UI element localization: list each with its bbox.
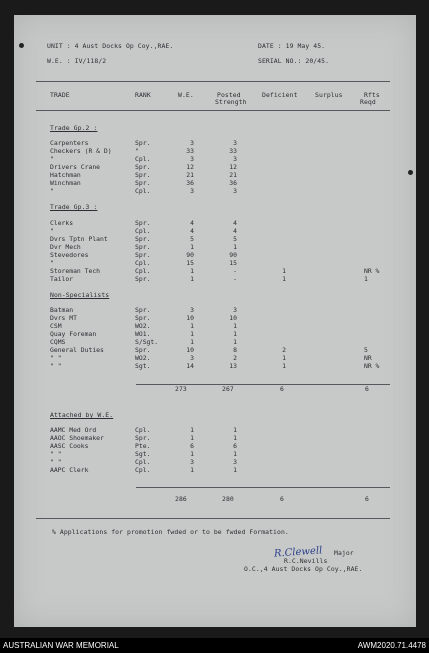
table-row bbox=[14, 267, 416, 275]
total-rfts: 6 bbox=[365, 495, 369, 503]
archive-footer bbox=[0, 638, 429, 653]
posted-cell: 1 bbox=[233, 466, 237, 474]
trade-cell: General Duties bbox=[50, 346, 104, 354]
posted-cell: 10 bbox=[229, 314, 237, 322]
subtotal-posted: 267 bbox=[222, 385, 234, 393]
header-rule-bottom bbox=[36, 110, 390, 111]
we-cell: 1 bbox=[190, 322, 194, 330]
table-row bbox=[14, 243, 416, 251]
trade-cell: " " bbox=[50, 354, 62, 362]
trade-cell: " " bbox=[50, 362, 62, 370]
posted-cell: 1 bbox=[233, 243, 237, 251]
we-cell: 6 bbox=[190, 442, 194, 450]
trade-cell: CQMS bbox=[50, 338, 66, 346]
rfts-cell: 5 bbox=[364, 346, 368, 354]
unit-line: UNIT : 4 Aust Docks Op Coy.,RAE. bbox=[47, 42, 174, 50]
we-cell: 1 bbox=[190, 426, 194, 434]
trade-cell: Checkers (R & D) bbox=[50, 147, 112, 155]
we-cell: 3 bbox=[190, 187, 194, 195]
posted-cell: 5 bbox=[233, 235, 237, 243]
table-row bbox=[14, 330, 416, 338]
deficient-cell: 1 bbox=[282, 275, 286, 283]
table-row bbox=[14, 458, 416, 466]
rank-cell: Spr. bbox=[135, 275, 151, 283]
posted-cell: 1 bbox=[233, 434, 237, 442]
trade-cell: CSM bbox=[50, 322, 62, 330]
we-cell: 3 bbox=[190, 458, 194, 466]
rfts-cell: NR % bbox=[364, 267, 380, 275]
trade-cell: " bbox=[50, 187, 54, 195]
table-row bbox=[14, 187, 416, 195]
trade-cell: Dvrs MT bbox=[50, 314, 77, 322]
col-deficient: Deficient bbox=[262, 91, 298, 99]
posted-cell: 4 bbox=[233, 227, 237, 235]
section-attached: Attached by W.E. bbox=[50, 411, 114, 419]
rank-cell: Spr. bbox=[135, 251, 151, 259]
posted-cell: 6 bbox=[233, 442, 237, 450]
table-row bbox=[14, 434, 416, 442]
rank-cell: Spr. bbox=[135, 243, 151, 251]
we-cell: 3 bbox=[190, 139, 194, 147]
trade-cell: " bbox=[50, 155, 54, 163]
posted-cell: 3 bbox=[233, 458, 237, 466]
posted-cell: 1 bbox=[233, 322, 237, 330]
trade-cell: AAPC Clerk bbox=[50, 466, 89, 474]
trade-cell: Stevedores bbox=[50, 251, 89, 259]
posted-cell: 8 bbox=[233, 346, 237, 354]
deficient-cell: 2 bbox=[282, 346, 286, 354]
posted-cell: 12 bbox=[229, 163, 237, 171]
table-row bbox=[14, 450, 416, 458]
we-cell: 12 bbox=[186, 163, 194, 171]
subtotal-we: 273 bbox=[175, 385, 187, 393]
rank-cell: Cpl. bbox=[135, 426, 151, 434]
rank-cell: Cpl. bbox=[135, 267, 151, 275]
table-row bbox=[14, 171, 416, 179]
rank-cell: Spr. bbox=[135, 306, 151, 314]
posted-cell: 33 bbox=[229, 147, 237, 155]
trade-cell: " " bbox=[50, 458, 62, 466]
table-row bbox=[14, 466, 416, 474]
deficient-cell: 1 bbox=[282, 267, 286, 275]
posted-cell: 3 bbox=[233, 139, 237, 147]
trade-cell: Quay Foreman bbox=[50, 330, 97, 338]
punch-hole-top bbox=[19, 43, 24, 48]
promotion-note: % Applications for promotion fwded or to be fwded Formation. bbox=[52, 528, 289, 536]
rank-cell: Cpl. bbox=[135, 187, 151, 195]
table-row bbox=[14, 163, 416, 171]
posted-cell: 3 bbox=[233, 155, 237, 163]
posted-cell: 2 bbox=[233, 354, 237, 362]
rank-cell: Spr. bbox=[135, 139, 151, 147]
trade-cell: Hatchman bbox=[50, 171, 81, 179]
col-reqd: Reqd bbox=[360, 98, 376, 106]
we-cell: 33 bbox=[186, 147, 194, 155]
posted-cell: 3 bbox=[233, 306, 237, 314]
col-rank: RANK bbox=[135, 91, 151, 99]
handwritten-signature: R.Clewell bbox=[273, 545, 323, 560]
trade-cell: Storeman Tech bbox=[50, 267, 101, 275]
trade-cell: " bbox=[50, 259, 54, 267]
rfts-cell: 1 bbox=[364, 275, 368, 283]
signatory-title: O.C.,4 Aust Docks Op Coy.,RAE. bbox=[244, 565, 363, 573]
table-row bbox=[14, 362, 416, 370]
rank-cell: Spr. bbox=[135, 346, 151, 354]
table-row bbox=[14, 306, 416, 314]
rank-cell: WO2. bbox=[135, 322, 151, 330]
trade-cell: AAOC Shoemaker bbox=[50, 434, 104, 442]
table-row bbox=[14, 251, 416, 259]
rank-cell: WO1. bbox=[135, 330, 151, 338]
we-cell: 3 bbox=[190, 354, 194, 362]
posted-cell: 1 bbox=[233, 338, 237, 346]
trade-cell: Dvr Mech bbox=[50, 243, 81, 251]
table-row bbox=[14, 354, 416, 362]
posted-cell: 13 bbox=[229, 362, 237, 370]
table-row bbox=[14, 139, 416, 147]
posted-cell: 1 bbox=[233, 450, 237, 458]
serial-line: SERIAL NO.: 20/45. bbox=[258, 57, 330, 65]
total-rule-bottom bbox=[36, 518, 390, 519]
posted-cell: 21 bbox=[229, 171, 237, 179]
we-line: W.E. : IV/118/2 bbox=[47, 57, 107, 65]
deficient-cell: 1 bbox=[282, 362, 286, 370]
we-cell: 10 bbox=[186, 346, 194, 354]
document-sheet bbox=[14, 15, 416, 627]
table-row bbox=[14, 147, 416, 155]
posted-cell: 3 bbox=[233, 187, 237, 195]
we-cell: 1 bbox=[190, 434, 194, 442]
rfts-cell: NR % bbox=[364, 362, 380, 370]
table-row bbox=[14, 219, 416, 227]
we-cell: 1 bbox=[190, 267, 194, 275]
rank-cell: Cpl. bbox=[135, 227, 151, 235]
trade-cell: " bbox=[50, 227, 54, 235]
trade-cell: AASC Cooks bbox=[50, 442, 89, 450]
col-we: W.E. bbox=[178, 91, 194, 99]
we-cell: 1 bbox=[190, 338, 194, 346]
we-cell: 4 bbox=[190, 219, 194, 227]
col-surplus: Surplus bbox=[315, 91, 343, 99]
posted-cell: 1 bbox=[233, 426, 237, 434]
rfts-cell: NR bbox=[364, 354, 372, 362]
trade-cell: Drivers Crane bbox=[50, 163, 101, 171]
trade-cell: Clerks bbox=[50, 219, 74, 227]
trade-cell: AAMC Med Ord bbox=[50, 426, 97, 434]
we-cell: 14 bbox=[186, 362, 194, 370]
rank-cell: Spr. bbox=[135, 235, 151, 243]
table-row bbox=[14, 322, 416, 330]
table-row bbox=[14, 179, 416, 187]
posted-cell: 36 bbox=[229, 179, 237, 187]
rank-cell: Cpl. bbox=[135, 259, 151, 267]
footer-institution: AUSTRALIAN WAR MEMORIAL bbox=[3, 641, 119, 650]
rank-cell: Spr. bbox=[135, 163, 151, 171]
posted-cell: 4 bbox=[233, 219, 237, 227]
table-row bbox=[14, 314, 416, 322]
we-cell: 1 bbox=[190, 243, 194, 251]
posted-cell: - bbox=[233, 267, 237, 275]
table-row bbox=[14, 259, 416, 267]
table-row bbox=[14, 346, 416, 354]
rank-cell: Spr. bbox=[135, 171, 151, 179]
rank-cell: " bbox=[135, 147, 139, 155]
table-row bbox=[14, 338, 416, 346]
footer-accession: AWM2020.71.4478 bbox=[357, 641, 426, 650]
we-cell: 1 bbox=[190, 466, 194, 474]
rank-cell: Spr. bbox=[135, 314, 151, 322]
rank-cell: Cpl. bbox=[135, 458, 151, 466]
table-row bbox=[14, 442, 416, 450]
table-row bbox=[14, 227, 416, 235]
total-we: 286 bbox=[175, 495, 187, 503]
col-rfts: Rfts bbox=[364, 91, 380, 99]
posted-cell: 15 bbox=[229, 259, 237, 267]
deficient-cell: 1 bbox=[282, 354, 286, 362]
posted-cell: 1 bbox=[233, 330, 237, 338]
trade-cell: Batman bbox=[50, 306, 74, 314]
signatory-rank: Major bbox=[334, 549, 354, 557]
rank-cell: Cpl. bbox=[135, 466, 151, 474]
we-cell: 36 bbox=[186, 179, 194, 187]
rank-cell: Sgt. bbox=[135, 450, 151, 458]
we-cell: 1 bbox=[190, 450, 194, 458]
trade-cell: " " bbox=[50, 450, 62, 458]
posted-cell: - bbox=[233, 275, 237, 283]
rank-cell: S/Sgt. bbox=[135, 338, 159, 346]
subtotal-deficient: 6 bbox=[280, 385, 284, 393]
table-row bbox=[14, 426, 416, 434]
rank-cell: Sgt. bbox=[135, 362, 151, 370]
we-cell: 3 bbox=[190, 306, 194, 314]
we-cell: 3 bbox=[190, 155, 194, 163]
total-deficient: 6 bbox=[280, 495, 284, 503]
trade-cell: Carpenters bbox=[50, 139, 89, 147]
we-cell: 5 bbox=[190, 235, 194, 243]
rank-cell: Spr. bbox=[135, 179, 151, 187]
we-cell: 15 bbox=[186, 259, 194, 267]
table-row bbox=[14, 235, 416, 243]
signatory-name: R.C.Nevills bbox=[284, 557, 328, 565]
rank-cell: Spr. bbox=[135, 434, 151, 442]
trade-cell: Dvrs Tptn Plant bbox=[50, 235, 108, 243]
rank-cell: Cpl. bbox=[135, 155, 151, 163]
header-rule-top bbox=[36, 81, 390, 82]
total-rule-top bbox=[136, 487, 390, 488]
we-cell: 90 bbox=[186, 251, 194, 259]
trade-cell: Tailor bbox=[50, 275, 74, 283]
posted-cell: 90 bbox=[229, 251, 237, 259]
col-strength: Strength bbox=[215, 98, 247, 106]
section-trade-gp3: Trade Gp.3 : bbox=[50, 203, 98, 211]
we-cell: 1 bbox=[190, 275, 194, 283]
date-line: DATE : 19 May 45. bbox=[258, 42, 326, 50]
we-cell: 21 bbox=[186, 171, 194, 179]
subtotal-rfts: 6 bbox=[365, 385, 369, 393]
col-trade: TRADE bbox=[50, 91, 70, 99]
table-row bbox=[14, 155, 416, 163]
section-trade-gp2: Trade Gp.2 : bbox=[50, 124, 98, 132]
we-cell: 1 bbox=[190, 330, 194, 338]
we-cell: 4 bbox=[190, 227, 194, 235]
rank-cell: Spr. bbox=[135, 219, 151, 227]
section-non-specialists: Non-Specialists bbox=[50, 291, 110, 299]
rank-cell: Pte. bbox=[135, 442, 151, 450]
rank-cell: WO2. bbox=[135, 354, 151, 362]
col-posted: Posted bbox=[217, 91, 241, 99]
trade-cell: Winchman bbox=[50, 179, 81, 187]
table-row bbox=[14, 275, 416, 283]
total-posted: 280 bbox=[222, 495, 234, 503]
we-cell: 10 bbox=[186, 314, 194, 322]
